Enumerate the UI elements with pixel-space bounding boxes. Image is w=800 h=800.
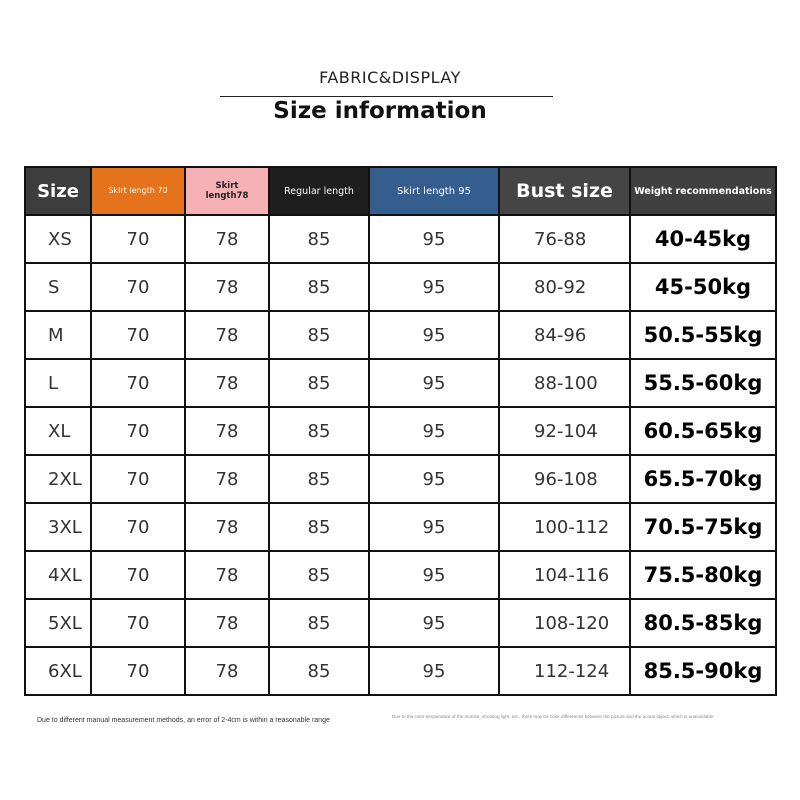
- skirt-length-95-cell: 95: [369, 407, 499, 455]
- regular-length-cell: 85: [269, 311, 369, 359]
- bust-size-cell: 84-96: [499, 311, 630, 359]
- skirt-length-95-cell: 95: [369, 359, 499, 407]
- weight-recommendation-cell: 40-45kg: [630, 215, 776, 263]
- bust-size-cell: 76-88: [499, 215, 630, 263]
- size-cell: 5XL: [25, 599, 91, 647]
- skirt-length-70-cell: 70: [91, 647, 185, 695]
- skirt-length-95-cell: 95: [369, 455, 499, 503]
- size-chart-table: [24, 166, 777, 696]
- table-row: [25, 407, 776, 455]
- bust-size-cell: 104-116: [499, 551, 630, 599]
- skirt-length-70-cell: 70: [91, 215, 185, 263]
- table-row: [25, 263, 776, 311]
- weight-recommendation-cell: 55.5-60kg: [630, 359, 776, 407]
- size-cell: M: [25, 311, 91, 359]
- size-cell: S: [25, 263, 91, 311]
- skirt-length-78-cell: 78: [185, 263, 269, 311]
- skirt-length-78-cell: 78: [185, 311, 269, 359]
- regular-length-cell: 85: [269, 263, 369, 311]
- bust-size-cell: 88-100: [499, 359, 630, 407]
- table-row: [25, 359, 776, 407]
- skirt-length-70-cell: 70: [91, 503, 185, 551]
- size-cell: XS: [25, 215, 91, 263]
- page-title: Size information: [273, 98, 487, 124]
- column-header-skirt-length-70: Skirt length 70: [91, 167, 185, 215]
- table-row: [25, 599, 776, 647]
- skirt-length-70-cell: 70: [91, 263, 185, 311]
- regular-length-cell: 85: [269, 503, 369, 551]
- skirt-length-78-cell: 78: [185, 599, 269, 647]
- regular-length-cell: 85: [269, 647, 369, 695]
- table-header-row: [25, 167, 776, 215]
- skirt-length-95-cell: 95: [369, 311, 499, 359]
- skirt-length-95-cell: 95: [369, 215, 499, 263]
- bust-size-cell: 80-92: [499, 263, 630, 311]
- skirt-length-95-cell: 95: [369, 599, 499, 647]
- skirt-length-70-cell: 70: [91, 407, 185, 455]
- measurement-error-note: Due to different manual measurement methods, an error of 2-4cm is within a reasonable range: [37, 717, 330, 724]
- skirt-length-78-cell: 78: [185, 407, 269, 455]
- skirt-length-78-cell: 78: [185, 455, 269, 503]
- column-header-bust-size: Bust size: [499, 167, 630, 215]
- weight-recommendation-cell: 80.5-85kg: [630, 599, 776, 647]
- size-cell: 6XL: [25, 647, 91, 695]
- weight-recommendation-cell: 65.5-70kg: [630, 455, 776, 503]
- skirt-length-78-cell: 78: [185, 647, 269, 695]
- column-header-weight-recommendations: Weight recommendations: [630, 167, 776, 215]
- column-header-size: Size: [25, 167, 91, 215]
- size-cell: L: [25, 359, 91, 407]
- skirt-length-70-cell: 70: [91, 551, 185, 599]
- brand-eyebrow: FABRIC&DISPLAY: [319, 68, 461, 87]
- skirt-length-95-cell: 95: [369, 503, 499, 551]
- skirt-length-70-cell: 70: [91, 311, 185, 359]
- skirt-length-78-cell: 78: [185, 215, 269, 263]
- skirt-length-95-cell: 95: [369, 647, 499, 695]
- table-row: [25, 647, 776, 695]
- skirt-length-70-cell: 70: [91, 359, 185, 407]
- column-header-skirt-length-95: Skirt length 95: [369, 167, 499, 215]
- weight-recommendation-cell: 70.5-75kg: [630, 503, 776, 551]
- skirt-length-78-cell: 78: [185, 359, 269, 407]
- skirt-length-78-cell: 78: [185, 551, 269, 599]
- weight-recommendation-cell: 85.5-90kg: [630, 647, 776, 695]
- skirt-length-95-cell: 95: [369, 263, 499, 311]
- weight-recommendation-cell: 60.5-65kg: [630, 407, 776, 455]
- regular-length-cell: 85: [269, 455, 369, 503]
- size-cell: 4XL: [25, 551, 91, 599]
- table-row: [25, 215, 776, 263]
- weight-recommendation-cell: 75.5-80kg: [630, 551, 776, 599]
- skirt-length-70-cell: 70: [91, 455, 185, 503]
- regular-length-cell: 85: [269, 359, 369, 407]
- regular-length-cell: 85: [269, 407, 369, 455]
- bust-size-cell: 92-104: [499, 407, 630, 455]
- table-body: [25, 215, 776, 695]
- bust-size-cell: 96-108: [499, 455, 630, 503]
- regular-length-cell: 85: [269, 215, 369, 263]
- weight-recommendation-cell: 50.5-55kg: [630, 311, 776, 359]
- bust-size-cell: 112-124: [499, 647, 630, 695]
- color-difference-note: Due to the color temperature of the monitor, shooting light, etc., there may be color differences between the picture and the actual object, which is unavoidable: [392, 714, 714, 719]
- table-row: [25, 455, 776, 503]
- skirt-length-78-cell: 78: [185, 503, 269, 551]
- column-header-skirt-length-78: Skirt length78: [185, 167, 269, 215]
- bust-size-cell: 100-112: [499, 503, 630, 551]
- table-row: [25, 503, 776, 551]
- skirt-length-95-cell: 95: [369, 551, 499, 599]
- regular-length-cell: 85: [269, 599, 369, 647]
- weight-recommendation-cell: 45-50kg: [630, 263, 776, 311]
- table-row: [25, 311, 776, 359]
- size-cell: XL: [25, 407, 91, 455]
- regular-length-cell: 85: [269, 551, 369, 599]
- size-cell: 3XL: [25, 503, 91, 551]
- size-cell: 2XL: [25, 455, 91, 503]
- column-header-regular-length: Regular length: [269, 167, 369, 215]
- title-divider: [220, 96, 553, 97]
- table-row: [25, 551, 776, 599]
- skirt-length-70-cell: 70: [91, 599, 185, 647]
- bust-size-cell: 108-120: [499, 599, 630, 647]
